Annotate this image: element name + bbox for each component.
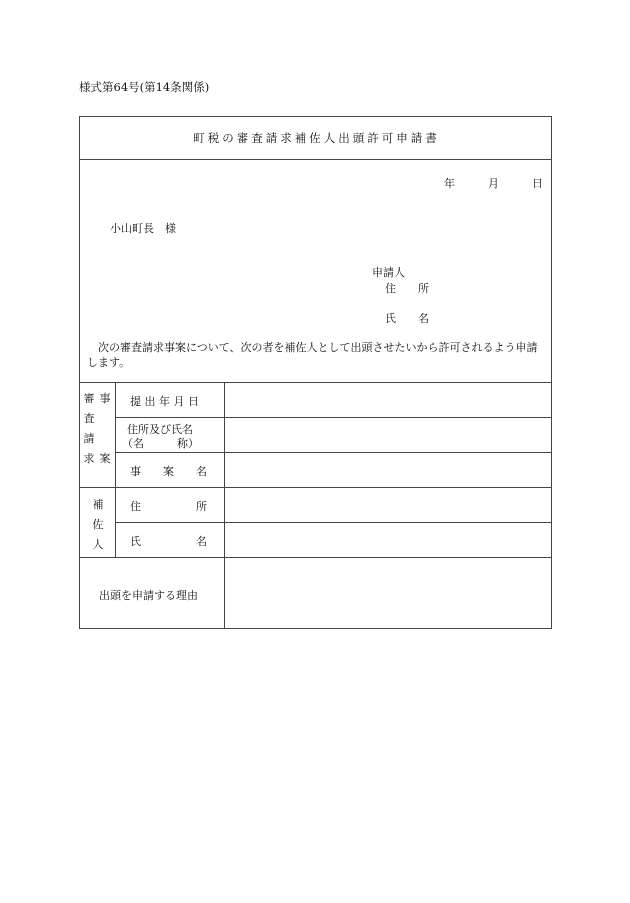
form-number: 様式第64号(第14条関係) <box>79 80 210 94</box>
application-form <box>79 116 552 629</box>
assistant-name-field[interactable] <box>225 523 551 557</box>
divider <box>80 159 551 160</box>
addressee: 小山町長 様 <box>110 222 176 235</box>
address-name-field[interactable] <box>225 418 551 452</box>
case-group-label-col1: 審 査 請 求 <box>83 392 95 465</box>
day-label: 日 <box>532 177 543 190</box>
address-name-label: 住所及び氏名 <box>127 423 193 436</box>
case-group-label-col2: 事 案 <box>99 392 111 465</box>
filing-date-label: 提 出 年 月 日 <box>130 395 199 408</box>
case-name-field[interactable] <box>225 453 551 487</box>
address-name-sublabel: （名 称） <box>122 437 199 450</box>
date-line <box>444 175 543 191</box>
applicant-label: 申請人 <box>372 266 405 279</box>
assistant-group-label: 補 佐 人 <box>92 498 104 551</box>
applicant-address-label: 住 所 <box>385 282 429 295</box>
assistant-address-label: 住 所 <box>130 500 207 513</box>
reason-label: 出頭を申請する理由 <box>99 589 198 602</box>
filing-date-field[interactable] <box>225 383 551 417</box>
reason-field[interactable] <box>225 558 551 628</box>
assistant-name-label: 氏 名 <box>130 535 207 548</box>
assistant-address-field[interactable] <box>225 488 551 522</box>
divider <box>115 382 116 557</box>
form-title: 町税の審査請求補佐人出頭許可申請書 <box>193 131 440 145</box>
month-label: 月 <box>488 177 499 190</box>
case-name-label: 事 案 名 <box>130 465 207 478</box>
year-label: 年 <box>444 177 455 190</box>
request-statement: 次の審査請求事案について、次の者を補佐人として出頭させたいから許可されるよう申請します。 <box>87 341 538 369</box>
applicant-name-label: 氏 名 <box>385 312 429 325</box>
